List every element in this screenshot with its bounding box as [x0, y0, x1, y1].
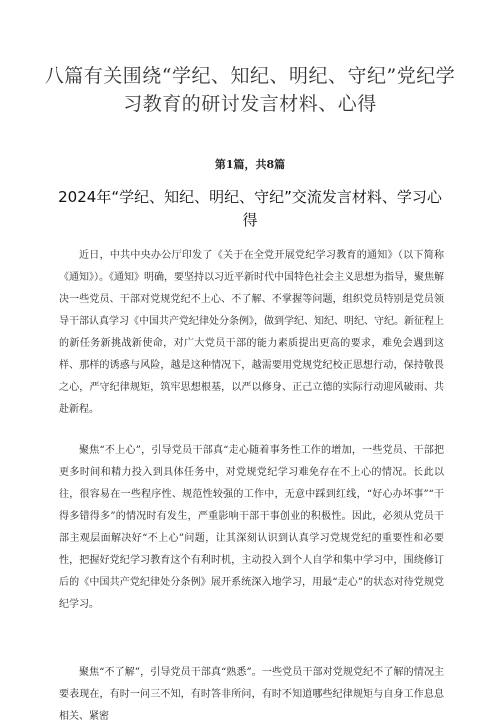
document-title: 八篇有关围绕“学纪、知纪、明纪、守纪”党纪学习教育的研讨发言材料、心得	[44, 65, 456, 115]
paragraph: 近日，中共中央办公厅印发了《关于在全党开展党纪学习教育的通知》（以下简称《通知》）。《通知》明确，要坚持以习近平新时代中国特色社会主义思想为指导，聚焦解决一些党员、干部对党规党纪不上心、不了解、不掌握等问题，组织党员特别是党员领导干部认真学习《中国共产党纪律处分条例》，做到学纪、知纪、明纪、守纪。新征程上的新任务新挑战新使命，对广大党员干部的能力素质提出更高的要求，难免会遇到这样、那样的诱惑与风险，越是这种情况下，越需要用党规党纪校正思想行动，保持敬畏之心，严守纪律规矩，筑牢思想根基，以严以修身、正己立德的实际行动迎风破雨、共赴新程。	[59, 250, 444, 415]
paragraph: 聚焦“不了解”，引导党员干部真“熟悉”。一些党员干部对党规党纪不了解的情况主要表现在，有时一问三不知，有时答非所问，有时不知道哪些纪律规矩与自身工作息息相关、紧密	[59, 667, 444, 722]
section-title: 2024年“学纪、知纪、明纪、守纪”交流发言材料、学习心得	[58, 188, 442, 229]
part-label: 第1篇，共8篇	[214, 158, 286, 171]
paragraph: 聚焦“不上心”，引导党员干部真“走心随着事务性工作的增加，一些党员、干部把更多时间和精力投入到具体任务中，对党规党纪学习难免存在不上心的情况。长此以往，很容易在一些程序性、规范性较强的工作中，无意中踩到红线，“好心办坏事”“干得多错得多”的情况时有发生，严重影响干部干事创业的积极性。因此，必须从党员干部主观层面解决好“不上心”问题，让其深刻认识到认真学习党规党纪的重要性和必要性，把握好党纪学习教育这个有利时机，主动投入到个人自学和集中学习中，围绕修订后的《中国共产党纪律处分条例》展开系统深入地学习，用最“走心”的状态对待党规党纪学习。	[59, 445, 444, 610]
